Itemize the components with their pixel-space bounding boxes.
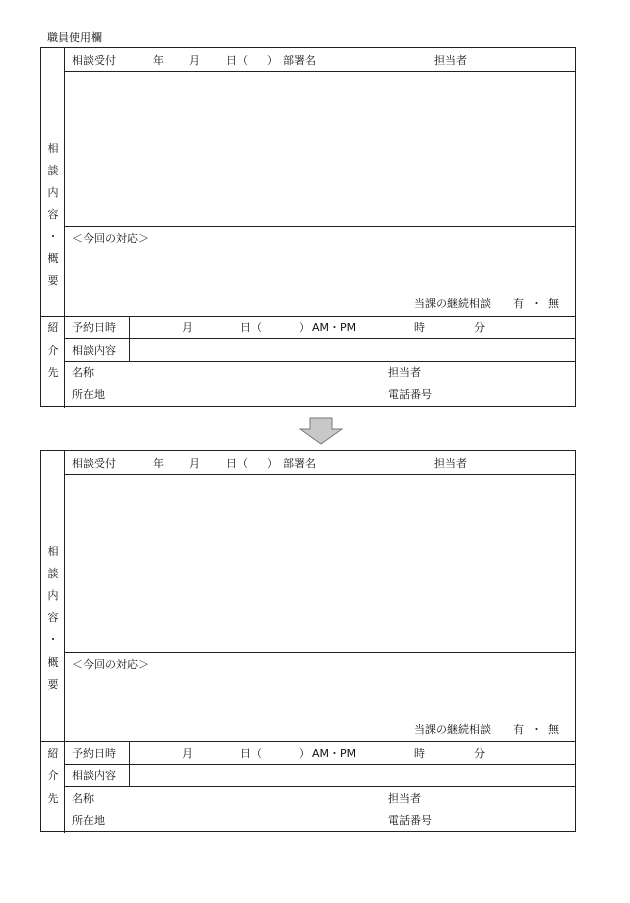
appt-datetime-label: 予約日時 (72, 321, 116, 334)
side-char: 概 (47, 656, 59, 669)
staff-form-1 (40, 47, 576, 407)
appt-datetime-label: 予約日時 (72, 747, 116, 760)
address-label: 所在地 (72, 814, 105, 827)
day-label: 日（ (226, 54, 248, 67)
hour-label: 時 (414, 747, 425, 760)
yes-option[interactable]: 有 (513, 723, 524, 736)
side-char: 先 (47, 792, 59, 805)
ref-staff-label: 担当者 (388, 792, 421, 805)
divider (65, 474, 575, 475)
continue-label: 当課の継続相談 (414, 297, 491, 310)
side-char: 介 (47, 769, 59, 782)
appt-month-label: 月 (182, 747, 193, 760)
divider (65, 361, 575, 362)
consult-content-label: 相談内容 (72, 344, 116, 357)
side-char: ・ (47, 230, 59, 243)
side-char: 談 (47, 164, 59, 177)
side-char: 要 (47, 274, 59, 287)
ampm-label[interactable]: AM・PM (312, 321, 357, 334)
side-char: 容 (47, 611, 59, 624)
side-char: 談 (47, 567, 59, 580)
side-char: 相 (47, 142, 59, 155)
divider (65, 226, 575, 227)
divider (65, 764, 575, 765)
close-paren: ） (267, 54, 278, 67)
side-char: 内 (47, 589, 59, 602)
day-label: 日（ (226, 457, 248, 470)
divider (41, 741, 575, 742)
divider (41, 316, 575, 317)
divider (65, 652, 575, 653)
side-char: 内 (47, 186, 59, 199)
down-arrow-icon (299, 417, 343, 445)
year-label: 年 (153, 457, 164, 470)
side-char: 要 (47, 678, 59, 691)
side-char: 先 (47, 366, 59, 379)
side-char: 容 (47, 208, 59, 221)
no-option[interactable]: 無 (548, 723, 559, 736)
dot-separator: ・ (531, 723, 542, 736)
reception-label: 相談受付 (72, 457, 116, 470)
side-char: 紹 (47, 747, 59, 760)
yes-option[interactable]: 有 (513, 297, 524, 310)
divider (129, 316, 130, 361)
month-label: 月 (189, 457, 200, 470)
appt-day-label: 日（ (240, 747, 262, 760)
dept-label: 部署名 (283, 457, 316, 470)
ampm-label[interactable]: AM・PM (312, 747, 357, 760)
staff-label: 担当者 (434, 457, 467, 470)
phone-label: 電話番号 (388, 388, 432, 401)
name-label: 名称 (72, 366, 94, 379)
ampm-paren: ） (299, 747, 310, 760)
divider (65, 786, 575, 787)
staff-form-2 (40, 450, 576, 832)
ampm-paren: ） (299, 321, 310, 334)
dot-separator: ・ (531, 297, 542, 310)
name-label: 名称 (72, 792, 94, 805)
minute-label: 分 (474, 321, 485, 334)
divider (65, 71, 575, 72)
minute-label: 分 (474, 747, 485, 760)
staff-label: 担当者 (434, 54, 467, 67)
close-paren: ） (267, 457, 278, 470)
hour-label: 時 (414, 321, 425, 334)
side-char: 介 (47, 344, 59, 357)
ref-staff-label: 担当者 (388, 366, 421, 379)
side-char: 紹 (47, 321, 59, 334)
phone-label: 電話番号 (388, 814, 432, 827)
continue-label: 当課の継続相談 (414, 723, 491, 736)
side-char: ・ (47, 633, 59, 646)
side-char: 相 (47, 545, 59, 558)
dept-label: 部署名 (283, 54, 316, 67)
reception-label: 相談受付 (72, 54, 116, 67)
form-title: 職員使用欄 (47, 31, 102, 44)
year-label: 年 (153, 54, 164, 67)
appt-day-label: 日（ (240, 321, 262, 334)
consult-content-label: 相談内容 (72, 769, 116, 782)
divider (129, 741, 130, 786)
current-response-label: ＜今回の対応＞ (72, 658, 149, 671)
month-label: 月 (189, 54, 200, 67)
current-response-label: ＜今回の対応＞ (72, 232, 149, 245)
side-char: 概 (47, 252, 59, 265)
divider (65, 338, 575, 339)
address-label: 所在地 (72, 388, 105, 401)
appt-month-label: 月 (182, 321, 193, 334)
no-option[interactable]: 無 (548, 297, 559, 310)
